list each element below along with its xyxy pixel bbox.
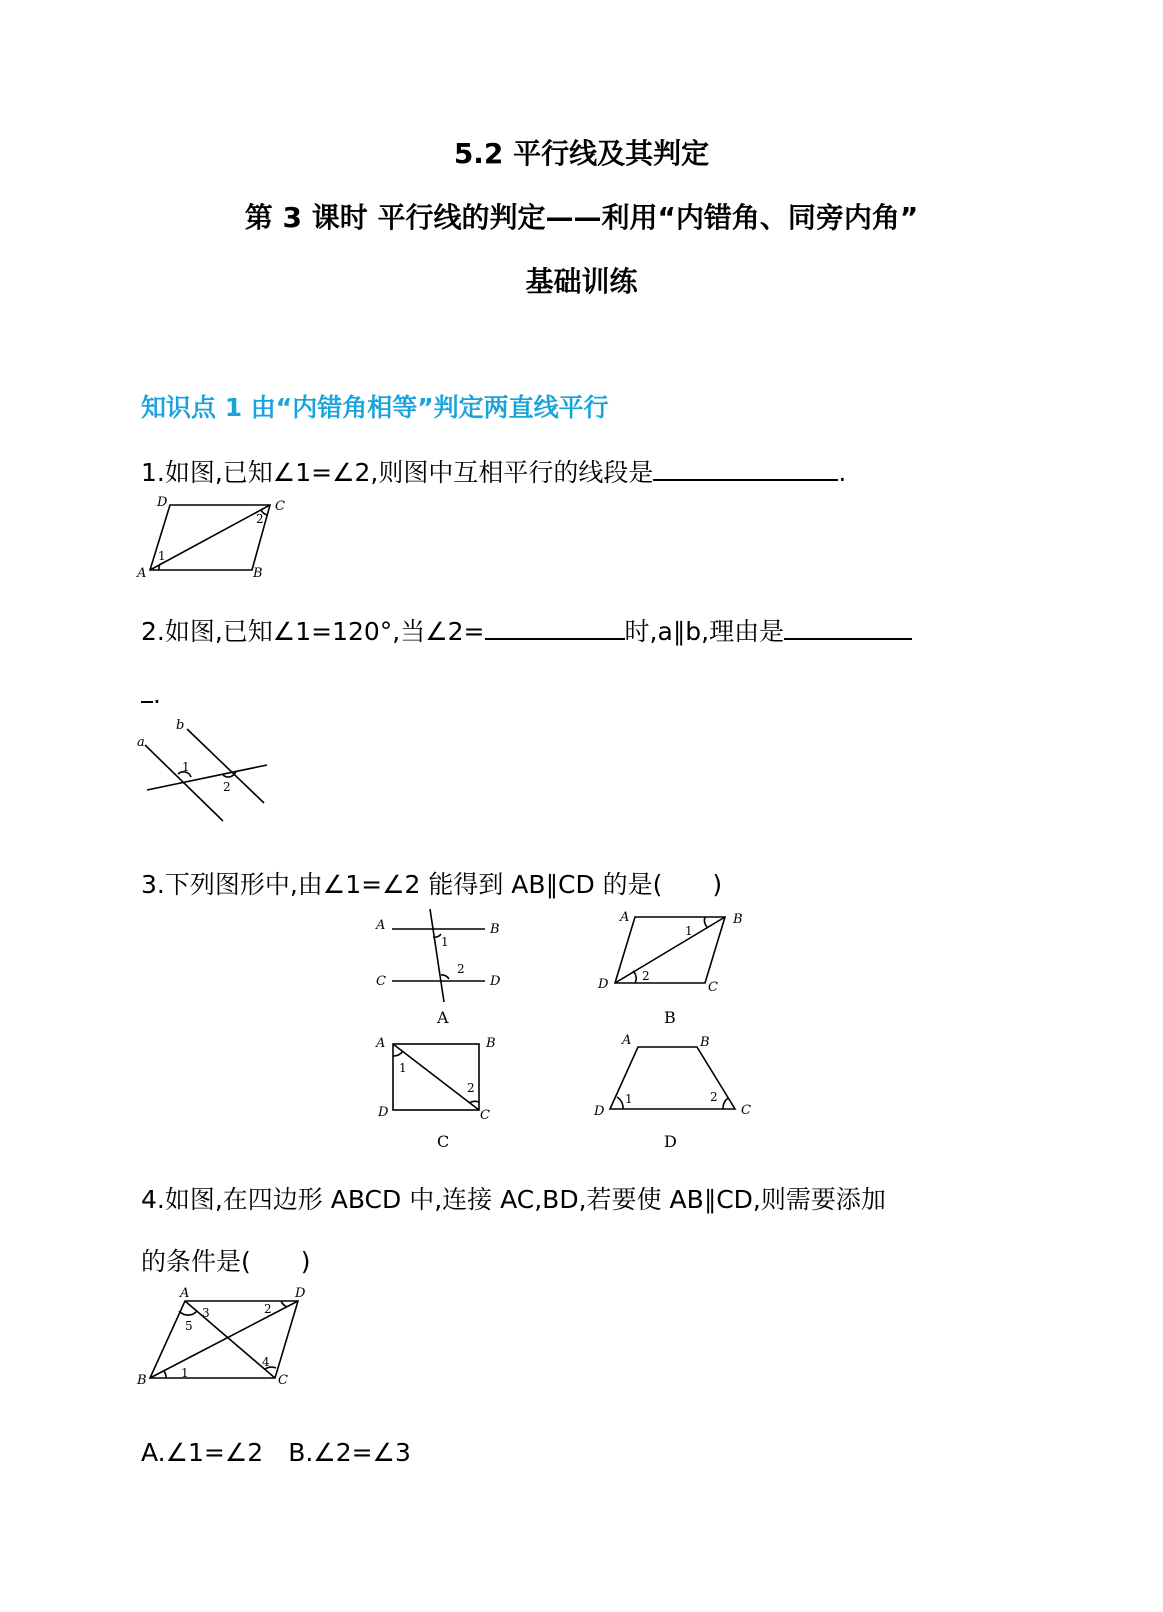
- figure-q1-parallelogram: [135, 490, 295, 585]
- figure-q3-option-c: [370, 1030, 510, 1155]
- fig4-label-D: D: [295, 1286, 306, 1301]
- question-4-options: A.∠1=∠2 B.∠2=∠3: [141, 1438, 411, 1467]
- fig3a-label-D: D: [490, 974, 501, 989]
- fig3c-arc2: [469, 1101, 479, 1103]
- question-3: 3.下列图形中,由∠1=∠2 能得到 AB∥CD 的是( ): [141, 870, 723, 899]
- section-heading: 基础训练: [525, 265, 638, 298]
- fig4-label-C: C: [278, 1373, 288, 1388]
- question-1: [141, 453, 846, 489]
- fig3a-angle-2: 2: [457, 962, 465, 976]
- fig3a-transversal: [430, 909, 444, 1002]
- fig1-angle-2: 2: [256, 512, 264, 526]
- answer-blank-1[interactable]: [653, 461, 838, 481]
- fig3d-angle-2: 2: [710, 1090, 718, 1104]
- fig3b-label-D: D: [598, 977, 609, 992]
- fig1-arc1: [159, 564, 160, 570]
- fig3c-label-C: C: [480, 1108, 490, 1123]
- fig1-label-D: D: [157, 495, 168, 510]
- fig1-angle-1: 1: [158, 549, 166, 563]
- fig3d-label-B: B: [700, 1035, 710, 1050]
- fig3d-arc1: [617, 1097, 623, 1109]
- fig3c-arc1: [393, 1051, 403, 1056]
- fig4-label-A: A: [180, 1286, 190, 1301]
- fig3d-angle-1: 1: [625, 1092, 633, 1106]
- fig1-label-C: C: [275, 499, 285, 514]
- fig3c-angle-2: 2: [467, 1081, 475, 1095]
- knowledge-point-heading: 知识点 1 由“内错角相等”判定两直线平行: [141, 393, 609, 422]
- answer-blank-2b[interactable]: [784, 620, 912, 640]
- fig3b-label-B: B: [733, 912, 743, 927]
- fig3a-caption: A: [437, 1008, 449, 1027]
- question-2-text-c: .: [153, 680, 161, 709]
- fig3c-diagonal: [393, 1044, 479, 1110]
- fig4-angle-3: 3: [202, 1306, 210, 1320]
- fig2-angle-1: 1: [182, 760, 190, 774]
- question-1-end: .: [838, 458, 847, 487]
- answer-blank-2a[interactable]: [485, 620, 625, 640]
- fig3b-caption: B: [664, 1008, 676, 1027]
- fig4-label-B: B: [137, 1373, 147, 1388]
- fig3a-label-B: B: [490, 922, 500, 937]
- fig2-label-a: a: [137, 735, 145, 750]
- fig3d-label-C: C: [741, 1103, 751, 1118]
- fig3b-angle-1: 1: [685, 924, 693, 938]
- fig1-label-A: A: [137, 566, 147, 581]
- fig4-angle-4: 4: [262, 1355, 270, 1369]
- fig1-label-B: B: [253, 566, 263, 581]
- fig4-angle-5: 5: [185, 1319, 193, 1333]
- fig2-transversal: [147, 765, 267, 790]
- fig3b-arc1: [704, 917, 708, 928]
- figure-q3-option-a: [370, 905, 510, 1030]
- question-4-line-2: 的条件是( ): [141, 1247, 311, 1276]
- fig3b-label-A: A: [620, 910, 630, 925]
- figure-q4-quadrilateral: [135, 1282, 315, 1392]
- figure-q3-option-d: [590, 1030, 760, 1155]
- fig3a-angle-1: 1: [441, 935, 449, 949]
- fig3a-arc2: [441, 975, 449, 979]
- fig3c-caption: C: [437, 1132, 450, 1151]
- fig4-diagonal-BD: [150, 1301, 298, 1378]
- fig3c-label-A: A: [376, 1036, 386, 1051]
- lesson-subtitle: 第 3 课时 平行线的判定——利用“内错角、同旁内角”: [244, 201, 919, 234]
- fig3d-label-D: D: [594, 1104, 605, 1119]
- page-title: 5.2 平行线及其判定: [453, 137, 710, 170]
- fig3b-label-C: C: [708, 980, 718, 995]
- fig4-arc-A: [179, 1311, 197, 1315]
- fig2-label-b: b: [176, 718, 185, 733]
- answer-blank-2b-cont[interactable]: [141, 683, 153, 703]
- question-1-text: 1.如图,已知∠1=∠2,则图中互相平行的线段是: [141, 458, 654, 487]
- fig4-angle-2: 2: [264, 1302, 272, 1316]
- question-2-text-b: 时,a∥b,理由是: [624, 617, 785, 646]
- question-2-text-a: 2.如图,已知∠1=120°,当∠2=: [141, 617, 485, 646]
- fig4-arc-D: [281, 1301, 287, 1307]
- fig4-arc-B: [164, 1371, 166, 1378]
- question-2: [141, 612, 912, 648]
- question-2-continued: [141, 680, 161, 709]
- fig3c-label-D: D: [378, 1105, 389, 1120]
- fig4-angle-1: 1: [181, 1366, 189, 1380]
- fig3c-angle-1: 1: [399, 1061, 407, 1075]
- fig3d-label-A: A: [622, 1033, 632, 1048]
- fig3c-label-B: B: [486, 1036, 496, 1051]
- fig2-angle-2: 2: [223, 780, 231, 794]
- fig3d-arc2: [723, 1098, 728, 1109]
- figure-q2-lines: [135, 715, 280, 825]
- fig1-diagonal: [150, 505, 270, 570]
- fig3a-label-C: C: [376, 974, 386, 989]
- fig3a-label-A: A: [376, 918, 386, 933]
- figure-q3-option-b: [595, 905, 755, 1030]
- fig3d-caption: D: [664, 1132, 677, 1151]
- question-4-line-1: 4.如图,在四边形 ABCD 中,连接 AC,BD,若要使 AB∥CD,则需要添加: [141, 1185, 886, 1214]
- fig3b-angle-2: 2: [642, 969, 650, 983]
